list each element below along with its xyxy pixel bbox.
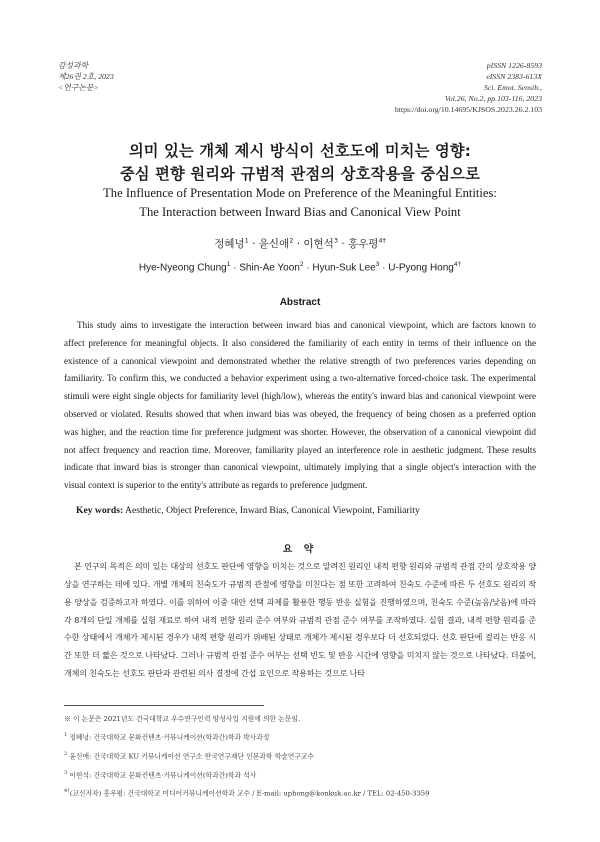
footnote-text: 윤신애: 건국대학교 KU 커뮤니케이션 연구소 한국연구재단 인문과학 학술연구교수	[67, 752, 314, 761]
footnote-text[interactable]: (교신저자) 홍우평: 건국대학교 미디어커뮤니케이션학과 교수 / E-mail: uphong@konkuk.ac.kr / TEL: 02-450-3359	[69, 789, 430, 798]
journal-name-en: Sci. Emot. Sensib.,	[483, 83, 542, 92]
author-separator: ·	[293, 238, 304, 250]
author-mark: 3	[375, 261, 380, 268]
volume-en: Vol.26, No.2, pp.103-116, 2023	[444, 94, 542, 103]
author-name: Hyun-Suk Lee	[312, 262, 376, 274]
author-name: 홍우평	[347, 238, 379, 250]
journal-name-ko: 감성과학	[58, 61, 89, 70]
footnote-item	[64, 727, 544, 746]
abstract-heading: Abstract	[279, 297, 321, 308]
footnote-mark: 1	[64, 732, 68, 739]
footnote-item	[64, 765, 544, 784]
keywords-text: Aesthetic, Object Preference, Inward Bias, Canonical Viewpoint, Familiarity	[125, 505, 420, 516]
author-separator: ·	[230, 262, 240, 274]
title-en-line-1: The Influence of Presentation Mode on Preference of the Meaningful Entities:	[103, 186, 497, 200]
footnote-text: 이 논문은 2021년도 건국대학교 우수연구인력 양성사업 지원에 의한 논문임.	[70, 715, 301, 723]
author-name: Shin-Ae Yoon	[239, 262, 300, 274]
footnote-mark: 4†	[64, 788, 70, 795]
footnote-text: 이현석: 건국대학교 문화컨텐츠·커뮤니케이션(학과간)학과 석사	[67, 771, 257, 780]
title-ko-line-1: 의미 있는 개체 제시 방식이 선호도에 미치는 영향:	[128, 142, 472, 160]
keywords	[76, 505, 546, 516]
title-korean	[40, 140, 560, 186]
author-separator: ·	[379, 262, 389, 274]
abstract-body: This study aims to investigate the interaction between inward bias and canonical viewpoint, which are factors known to affect preference for meaningful objects. It also considered the familiarity of each entity in terms of their influence on the existence of a canonical viewpoint and demonstrated whether the relative strength of two preferences varies depending on familiarity. To confirm this, we conducted a behavior experiment using a two-alternative forced-choice task. The experimental stimuli were eight single objects for familiarity level (high/low), whereas the entity's inward bias and canonical viewpoint were observed or violated. Results showed that when inward bias was obeyed, the frequency of being chosen as a preferred option was higher, and the reaction time for preference judgment was shorter. However, the observation of a canonical viewpoint did not affect frequency and reaction time. Moreover, familiarity played an interference role in aesthetic judgment. These results indicate that inward bias is stronger than canonical viewpoint, ultimately implying that a single object's interaction with the visual context is superior to the entity's attribute as regards to preference judgment.	[64, 320, 536, 491]
article-type: <연구논문>	[58, 83, 99, 92]
author-mark: 3	[333, 236, 338, 245]
journal-header-right	[395, 60, 542, 115]
footnote-item	[64, 711, 544, 727]
author-mark: 4†	[453, 261, 462, 268]
footnote-divider	[64, 705, 264, 706]
author-name: 정혜녕	[214, 238, 245, 250]
author-list-english	[40, 261, 560, 273]
pissn: pISSN 1226-8593	[486, 61, 542, 70]
author-mark: 2	[289, 236, 294, 245]
title-ko-line-2: 중심 편향 원리와 규범적 관점의 상호작용을 중심으로	[119, 165, 481, 183]
footnote-item	[64, 783, 544, 802]
doi-link[interactable]: https://doi.org/10.14695/KJSOS.2023.26.2.103	[394, 105, 542, 114]
title-english	[40, 184, 560, 222]
author-list-korean	[40, 236, 560, 251]
eissn: eISSN 2383-613X	[486, 72, 542, 81]
author-separator: ·	[248, 238, 259, 250]
author-mark: 1	[244, 236, 249, 245]
footnote-mark: 3	[64, 769, 68, 776]
author-separator: ·	[303, 262, 313, 274]
keywords-label: Key words:	[76, 505, 124, 516]
summary-heading: 요 약	[282, 544, 318, 555]
footnote-item	[64, 746, 544, 765]
footnotes	[64, 711, 544, 802]
journal-header-left	[58, 60, 114, 93]
author-separator: ·	[337, 238, 348, 250]
author-mark: 1	[226, 261, 231, 268]
author-name: Hye-Nyeong Chung	[138, 262, 227, 274]
volume-ko: 제26권 2호, 2023	[58, 72, 114, 81]
title-en-line-2: The Interaction between Inward Bias and Canonical View Point	[139, 205, 461, 219]
footnote-text: 정혜녕: 건국대학교 문화컨텐츠·커뮤니케이션(학과간)학과 박사과정	[67, 733, 270, 742]
author-name: U-Pyong Hong	[388, 262, 454, 274]
author-name: 윤신애	[258, 238, 290, 250]
footnote-mark: 2	[64, 751, 68, 758]
author-name: 이현석	[303, 238, 334, 250]
author-mark: 4†	[378, 236, 386, 245]
summary-body: 본 연구의 목적은 의미 있는 대상의 선호도 판단에 영향을 미치는 것으로 알려진 원리인 내적 편향 원리와 규범적 관점 간의 상호작용 양상을 연구하는 데에 있다. 개별 개체의 친숙도가 규범적 관점에 영향을 미친다는 점 또한 고려하여 친숙도 수준에 따른 두 선호도 원리의 작용 양상을 검증하고자 하였다. 이를 위하여 이중 대안 선택 과제를 활용한 행동 반응 실험을 진행하였으며, 친숙도 수준(높음/낮음)에 따라 각 8개의 단일 개체를 실험 재료로 하여 내적 편향 원리 준수 여부와 규범적 관점 준수 여부를 조작하였다. 실험 결과, 내적 편향 원리를 준수한 상태에서 개체가 제시된 경우가 내적 편향 원리가 위배된 상태로 개체가 제시된 경우보다 더 선호되었다. 선호 판단에 걸리는 반응 시간 또한 더 짧은 것으로 나타났다. 그러나 규범적 관점 준수 여부는 선택 빈도 및 반응 시간에 영향을 미치지 않는 것으로 나타났다. 더불어, 개체의 친숙도는 선호도 판단과 관련된 의사 결정에 간섭 요인으로 작용하는 것으로 나타	[64, 562, 536, 679]
footnote-mark: ※	[64, 715, 71, 723]
author-mark: 2	[299, 261, 304, 268]
